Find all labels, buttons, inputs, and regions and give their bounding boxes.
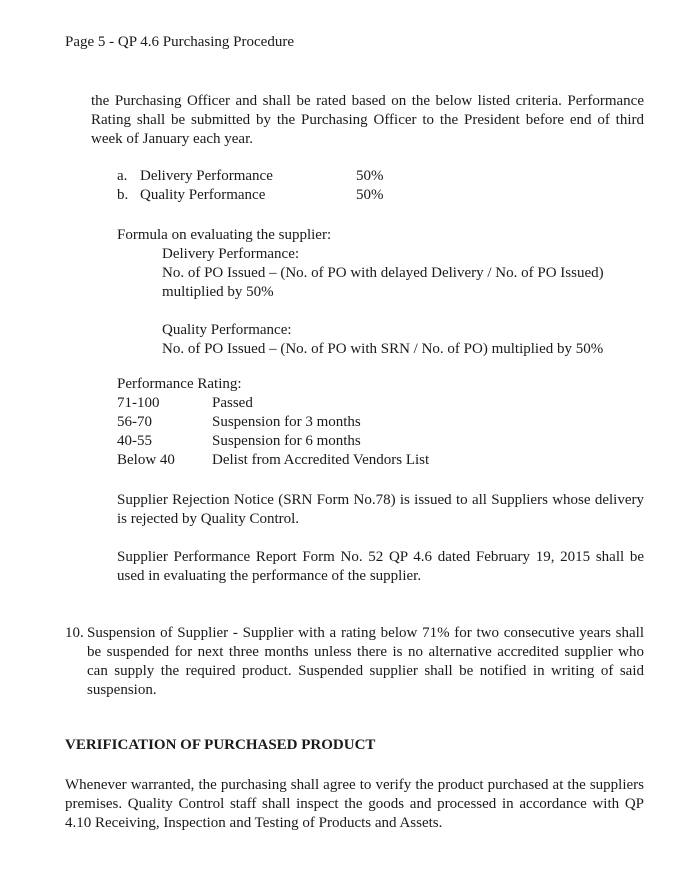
rating-range: 56-70 (117, 414, 152, 430)
final-paragraph: Whenever warranted, the purchasing shall agree to verify the product purchased at the suppliers premises. Quality Control staff shall inspect the goods and processed in accordance with QP 4.10 Receiving, Inspection and Testing of Products and Assets. (65, 777, 644, 831)
rating-row (117, 413, 429, 432)
delivery-title: Delivery Performance: (162, 246, 300, 262)
criteria-weight: 50% (356, 168, 384, 184)
rating-range: 71-100 (117, 395, 160, 411)
formula-title: Formula on evaluating the supplier: (117, 227, 332, 243)
rating-result: Delist from Accredited Vendors List (212, 452, 430, 468)
criteria-name: Delivery Performance (140, 168, 273, 184)
criteria-item (117, 186, 384, 205)
rating-row (117, 451, 429, 470)
performance-rating-table (117, 375, 429, 470)
rating-result: Suspension for 3 months (212, 414, 361, 430)
quality-formula-line1: No. of PO Issued – (No. of PO with SRN / No. of PO) multiplied by 50% (162, 341, 604, 357)
item-number: 10. (65, 625, 84, 641)
criteria-weight: 50% (356, 187, 384, 203)
criteria-list (117, 167, 384, 205)
report-paragraph: Supplier Performance Report Form No. 52 QP 4.6 dated February 19, 2015 shall be used in evaluating the performance of the supplier. (117, 549, 644, 584)
spacer (117, 302, 604, 321)
rating-title: Performance Rating: (117, 376, 242, 392)
item-text: Suspension of Supplier - Supplier with a rating below 71% for two consecutive years shall be suspended for next three months unless there is no alternative accredited supplier who can supply the required product. Suspended supplier shall be notified in writing of said suspension. (87, 625, 644, 698)
section-heading: VERIFICATION OF PURCHASED PRODUCT (65, 737, 376, 753)
rating-range: Below 40 (117, 452, 175, 468)
quality-title: Quality Performance: (162, 322, 292, 338)
criteria-label: a. (117, 168, 128, 184)
page-header: Page 5 - QP 4.6 Purchasing Procedure (65, 34, 294, 50)
rating-result: Passed (212, 395, 253, 411)
criteria-item (117, 167, 384, 186)
rating-range: 40-55 (117, 433, 152, 449)
criteria-name: Quality Performance (140, 187, 266, 203)
rating-result: Suspension for 6 months (212, 433, 361, 449)
criteria-label: b. (117, 187, 129, 203)
numbered-item-10 (65, 624, 644, 700)
rating-row (117, 394, 429, 413)
delivery-formula-line1: No. of PO Issued – (No. of PO with delayed Delivery / No. of PO Issued) (162, 265, 604, 281)
delivery-formula-line2: multiplied by 50% (162, 284, 274, 300)
srn-paragraph: Supplier Rejection Notice (SRN Form No.78) is issued to all Suppliers whose delivery is rejected by Quality Control. (117, 492, 644, 527)
rating-row (117, 432, 429, 451)
intro-paragraph: the Purchasing Officer and shall be rated based on the below listed criteria. Performance Rating shall be submitted by the Purchasing Officer to the President before end of third week of January each year. (91, 93, 644, 147)
formula-section (117, 226, 604, 359)
